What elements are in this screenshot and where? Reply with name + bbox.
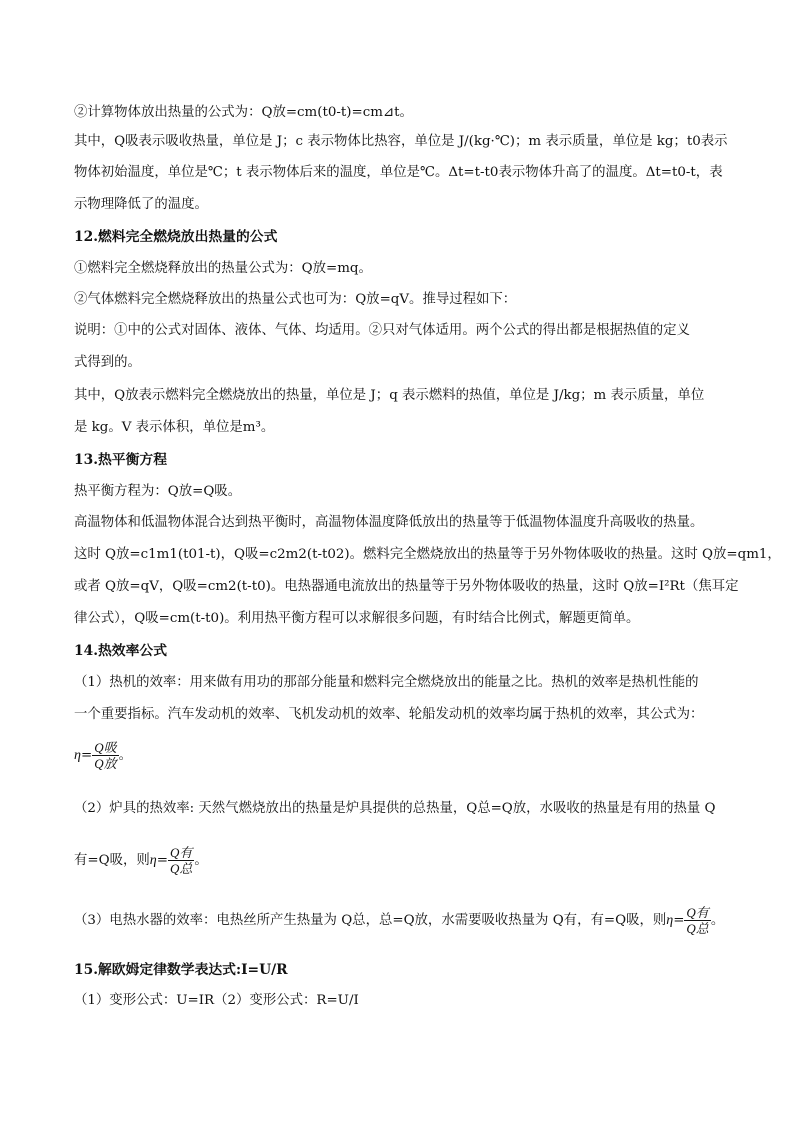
fraction-denominator: Q总 <box>169 861 193 876</box>
fraction-numerator: Q吸 <box>94 740 117 755</box>
section-heading-15: 15.解欧姆定律数学表达式:I=U/R <box>74 962 288 978</box>
eta-symbol: η <box>666 913 674 928</box>
equals-sign: = <box>673 913 685 928</box>
fraction-numerator: Q有 <box>169 845 193 860</box>
formula-stove-efficiency <box>74 845 724 876</box>
paragraph-line: 高温物体和低温物体混合达到热平衡时，高温物体温度降低放出的热量等于低温物体温度升高吸收的热量。 <box>74 515 704 530</box>
formula-engine-efficiency <box>74 740 724 771</box>
paragraph-line: 其中，Q吸表示吸收热量，单位是 J；c 表示物体比热容，单位是 J/(kg·℃)；m 表示质量，单位是 kg；t0表示 <box>74 134 728 149</box>
paragraph-line: 律公式），Q吸=cm(t-t0)。利用热平衡方程可以求解很多问题，有时结合比例式，解题更简单。 <box>74 611 640 626</box>
fraction-denominator: Q放 <box>94 756 117 771</box>
section-heading-13: 13.热平衡方程 <box>74 452 167 468</box>
fraction <box>684 905 710 936</box>
period: 。 <box>194 853 208 868</box>
period: 。 <box>710 913 725 928</box>
paragraph-line: （1）热机的效率：用来做有用功的那部分能量和燃料完全燃烧放出的能量之比。热机的效率是热机性能的 <box>74 675 699 690</box>
paragraph-line: （1）变形公式：U=IR（2）变形公式：R=U/I <box>74 993 359 1008</box>
formula-prefix: （3）电热水器的效率：电热丝所产生热量为 Q总，总=Q放，水需要吸收热量为 Q有，有=Q吸，则 <box>74 913 667 928</box>
section-heading-12: 12.燃料完全燃烧放出热量的公式 <box>74 229 278 245</box>
paragraph-line: ①燃料完全燃烧释放出的热量公式为：Q放=mq。 <box>74 261 372 276</box>
paragraph-line: 这时 Q放=c1m1(t01-t)，Q吸=c2m2(t-t02)。燃料完全燃烧放出的热量等于另外物体吸收的热量。这时 Q放=qm1， <box>74 547 781 562</box>
equals-sign: = <box>156 853 168 868</box>
paragraph-line: 或者 Q放=qV，Q吸=cm2(t-t0)。电热器通电流放出的热量等于另外物体吸收的热量，这时 Q放=I²Rt（焦耳定 <box>74 579 739 594</box>
paragraph-line: 式得到的。 <box>74 355 141 370</box>
equals-sign: = <box>80 748 93 763</box>
period: 。 <box>118 748 132 763</box>
paragraph-line: 热平衡方程为：Q放=Q吸。 <box>74 484 242 499</box>
fraction-numerator: Q有 <box>686 905 709 920</box>
paragraph-line: 一个重要指标。汽车发动机的效率、飞机发动机的效率、轮船发动机的效率均属于热机的效率，其公式为： <box>74 707 704 722</box>
fraction-denominator: Q总 <box>686 921 709 936</box>
paragraph-line: ②气体燃料完全燃烧释放出的热量公式也可为：Q放=qV。推导过程如下： <box>74 292 517 307</box>
paragraph-line: 示物理降低了的温度。 <box>74 197 208 212</box>
paragraph-line: 物体初始温度，单位是℃；t 表示物体后来的温度，单位是℃。Δt=t-t0表示物体升高了的温度。Δt=t0-t，表 <box>74 165 723 180</box>
eta-symbol: η <box>149 853 157 868</box>
paragraph-line: （2）炉具的热效率: 天然气燃烧放出的热量是炉具提供的总热量，Q总=Q放，水吸收的热量是有用的热量 Q <box>74 801 716 816</box>
paragraph-line: 是 kg。V 表示体积，单位是m³。 <box>74 420 275 435</box>
fraction <box>168 845 194 876</box>
paragraph-line: 说明：①中的公式对固体、液体、气体、均适用。②只对气体适用。两个公式的得出都是根据热值的定义 <box>74 323 690 338</box>
section-heading-14: 14.热效率公式 <box>74 643 167 659</box>
paragraph-line: 其中，Q放表示燃料完全燃烧放出的热量，单位是 J；q 表示燃料的热值，单位是 J/kg；m 表示质量，单位 <box>74 388 705 403</box>
formula-water-heater-efficiency <box>74 905 724 936</box>
fraction <box>92 740 118 771</box>
eta-symbol: η <box>74 748 81 763</box>
formula-heat-released: ②计算物体放出热量的公式为：Q放=cm(t0-t)=cm⊿t。 <box>74 105 413 120</box>
formula-prefix: 有=Q吸，则 <box>74 853 150 868</box>
